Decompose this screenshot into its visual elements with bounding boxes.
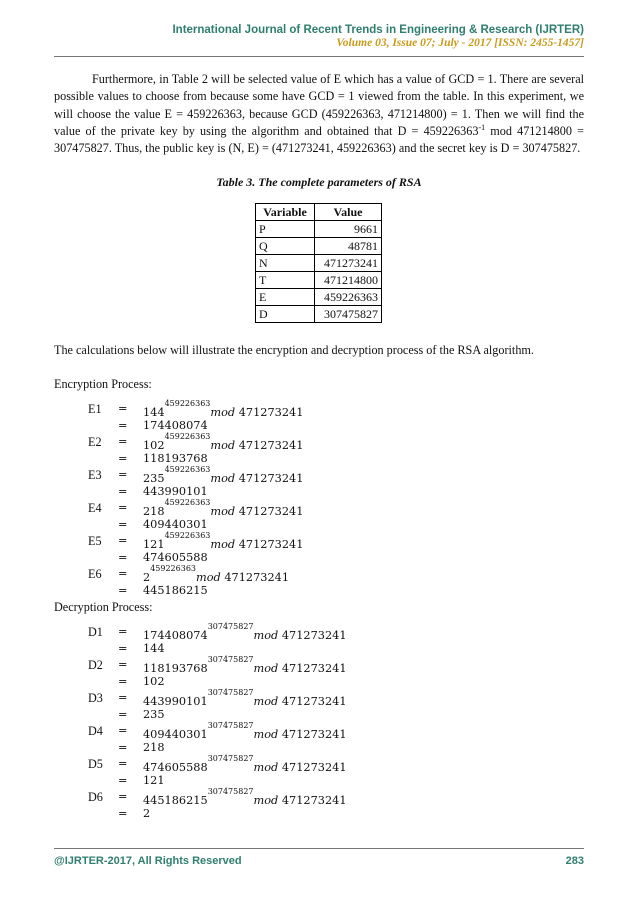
table-row [256, 221, 382, 238]
base-value: 121 [143, 537, 165, 551]
table-row [256, 255, 382, 272]
equals-sign: = [118, 468, 128, 481]
equals-sign: = [118, 583, 128, 597]
equals-sign: = [118, 658, 128, 671]
exponent-value: 307475827 [207, 754, 254, 763]
result-value: 409440301 [143, 517, 208, 531]
modulus-value: 471273241 [224, 570, 290, 584]
modulus-value: 471273241 [281, 694, 347, 708]
mod-operator: mod [210, 405, 236, 419]
equals-sign: = [118, 707, 128, 721]
mod-operator: mod [253, 694, 279, 708]
body-paragraph [54, 71, 584, 157]
cell-value: 9661 [315, 221, 382, 238]
step-label: E1 [88, 402, 102, 416]
modulus-value: 471273241 [281, 760, 347, 774]
copyright-notice: @IJRTER-2017, All Rights Reserved [54, 855, 242, 867]
exponent-value: 459226363 [164, 465, 211, 474]
mod-operator: mod [210, 504, 236, 518]
equals-sign: = [118, 435, 128, 448]
base-value: 174408074 [143, 628, 208, 642]
mod-operator: mod [210, 438, 236, 452]
column-header-value: Value [315, 204, 382, 221]
table-row [256, 306, 382, 323]
modulus-value: 471273241 [238, 438, 304, 452]
base-value: 102 [143, 438, 165, 452]
modulus-value: 471273241 [238, 537, 304, 551]
step-label: D6 [88, 790, 103, 804]
page-number: 283 [565, 855, 584, 867]
page-header [172, 24, 584, 49]
mod-operator: mod [253, 661, 279, 675]
exponent-value: 459226363 [164, 531, 211, 540]
decryption-heading: Decryption Process: [54, 600, 153, 614]
equals-sign: = [118, 674, 128, 688]
exponent-value: 459226363 [164, 498, 211, 507]
equals-sign: = [118, 567, 128, 580]
equals-sign: = [118, 806, 128, 820]
result-value: 445186215 [143, 583, 208, 597]
header-divider [54, 56, 584, 57]
journal-issue: Volume 03, Issue 07; July - 2017 [ISSN: 2455-1457] [336, 37, 584, 49]
cell-variable: Q [256, 238, 315, 255]
rsa-parameters-table [255, 203, 382, 323]
exponent-value: 459226363 [150, 564, 196, 573]
cell-value: 307475827 [315, 306, 382, 323]
step-label: D2 [88, 658, 103, 672]
mod-operator: mod [196, 570, 221, 584]
journal-title: International Journal of Recent Trends in Engineering & Research (IJRTER) [172, 24, 584, 36]
base-value: 118193768 [143, 661, 208, 675]
result-value: 144 [143, 641, 165, 655]
modular-expression [143, 657, 347, 677]
mod-operator: mod [253, 628, 279, 642]
mod-operator: mod [253, 760, 279, 774]
result-value: 174408074 [143, 418, 208, 432]
base-value: 443990101 [143, 694, 208, 708]
modulus-value: 471273241 [281, 727, 347, 741]
equals-sign: = [118, 757, 128, 770]
modulus-value: 471273241 [281, 661, 347, 675]
paragraph-part-2: mod 471214800 = 307475827. Thus, the public key is (N, E) = (471273241, 459226363) and the secret key is D = 307475827. [54, 123, 584, 156]
exponent-value: 307475827 [207, 688, 254, 697]
step-label: E4 [88, 501, 102, 515]
cell-variable: T [256, 272, 315, 289]
cell-value: 471214800 [315, 272, 382, 289]
mod-operator: mod [253, 793, 279, 807]
cell-variable: N [256, 255, 315, 272]
base-value: 474605588 [143, 760, 208, 774]
cell-value: 459226363 [315, 289, 382, 306]
cell-variable: D [256, 306, 315, 323]
result-value: 102 [143, 674, 165, 688]
table-row [256, 238, 382, 255]
modular-expression [143, 624, 347, 644]
modular-expression [143, 723, 347, 743]
step-label: E3 [88, 468, 102, 482]
exponent-value: 307475827 [207, 787, 254, 796]
modulus-value: 471273241 [238, 405, 304, 419]
modulus-value: 471273241 [281, 628, 347, 642]
equals-sign: = [118, 402, 128, 415]
base-value: 409440301 [143, 727, 208, 741]
exponent-value: 307475827 [207, 655, 254, 664]
equals-sign: = [118, 773, 128, 787]
equals-sign: = [118, 691, 128, 704]
equals-sign: = [118, 550, 128, 564]
equals-sign: = [118, 724, 128, 737]
equals-sign: = [118, 790, 128, 803]
exponent-value: 307475827 [207, 721, 254, 730]
cell-variable: P [256, 221, 315, 238]
process-intro: The calculations below will illustrate the encryption and decryption process of the RSA algorithm. [54, 343, 534, 357]
modular-expression [143, 690, 347, 710]
exponent-value: 459226363 [164, 399, 211, 408]
base-value: 144 [143, 405, 165, 419]
modulus-value: 471273241 [238, 504, 304, 518]
modular-expression [143, 756, 347, 776]
exponent-value: 459226363 [164, 432, 211, 441]
column-header-variable: Variable [256, 204, 315, 221]
table-header-row [256, 204, 382, 221]
mod-operator: mod [210, 537, 236, 551]
modulus-value: 471273241 [238, 471, 304, 485]
result-value: 443990101 [143, 484, 208, 498]
table-caption: Table 3. The complete parameters of RSA [216, 175, 422, 189]
equals-sign: = [118, 501, 128, 514]
equals-sign: = [118, 740, 128, 754]
cell-value: 471273241 [315, 255, 382, 272]
step-label: D1 [88, 625, 103, 639]
base-value: 218 [143, 504, 165, 518]
base-value: 445186215 [143, 793, 208, 807]
step-label: E5 [88, 534, 102, 548]
modulus-value: 471273241 [281, 793, 347, 807]
step-label: D3 [88, 691, 103, 705]
modular-expression [143, 789, 347, 809]
encryption-heading: Encryption Process: [54, 377, 152, 391]
mod-operator: mod [210, 471, 236, 485]
result-value: 474605588 [143, 550, 208, 564]
mod-operator: mod [253, 727, 279, 741]
step-label: D5 [88, 757, 103, 771]
exponent-value: 307475827 [207, 622, 254, 631]
paragraph-part-1: Furthermore, in Table 2 will be selected value of E which has a value of GCD = 1. There are several possible values to choose from because some have GCD = 1 viewed from the table. In this experiment, we will choose the value E = 459226363, because GCD (459226363, 471214800) = 1. Then we will find the value of the private key by using the algorithm and obtained that D = 459226363 [54, 72, 584, 138]
step-label: E2 [88, 435, 102, 449]
result-value: 121 [143, 773, 165, 787]
equals-sign: = [118, 641, 128, 655]
result-value: 235 [143, 707, 165, 721]
base-value: 235 [143, 471, 165, 485]
result-value: 2 [143, 806, 151, 820]
result-value: 118193768 [143, 451, 208, 465]
table-row [256, 272, 382, 289]
equals-sign: = [118, 418, 128, 432]
base-value: 2 [143, 570, 151, 584]
step-label: E6 [88, 567, 102, 581]
cell-value: 48781 [315, 238, 382, 255]
cell-variable: E [256, 289, 315, 306]
inverse-superscript: -1 [478, 122, 486, 132]
footer-divider [54, 848, 584, 849]
equals-sign: = [118, 534, 128, 547]
equals-sign: = [118, 484, 128, 498]
table-row [256, 289, 382, 306]
step-label: D4 [88, 724, 103, 738]
result-value: 218 [143, 740, 165, 754]
equals-sign: = [118, 517, 128, 531]
equals-sign: = [118, 625, 128, 638]
equals-sign: = [118, 451, 128, 465]
